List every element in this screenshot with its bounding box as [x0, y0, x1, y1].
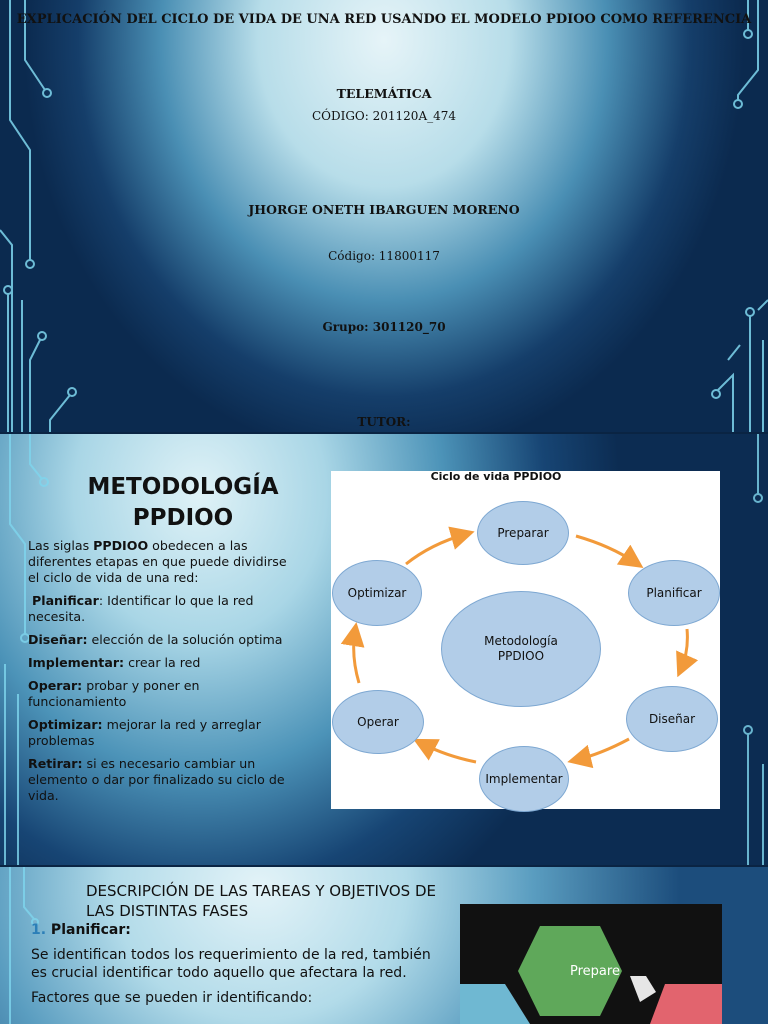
node-operar: Operar	[332, 690, 424, 754]
title-slide	[0, 0, 768, 432]
phases-heading: DESCRIPCIÓN DE LAS TAREAS Y OBJETIVOS DE LAS DISTINTAS FASES	[86, 882, 437, 920]
phase-desc: crear la red	[124, 655, 201, 670]
phase-desc: : Identificar lo que la red necesita.	[28, 593, 254, 624]
course-name: TELEMÁTICA	[336, 86, 432, 101]
methodology-slide	[0, 434, 768, 865]
phase-term: Retirar:	[28, 756, 83, 771]
section-paragraph: Se identifican todos los requerimiento de la red, también es crucial identificar todo aquello que afectara la red.	[31, 947, 431, 981]
phase-item	[28, 678, 300, 710]
methodology-heading: METODOLOGÍA PPDIOO	[87, 474, 279, 531]
phases-body	[31, 921, 431, 1014]
phase-desc: si es necesario cambiar un elemento o dar por finalizado su ciclo de vida.	[28, 756, 285, 803]
arrow-implementar-operar	[421, 743, 476, 762]
course-code: CÓDIGO: 201120A_474	[311, 109, 457, 123]
center-label-line2: PPDIOO	[497, 649, 545, 663]
arrow-optimizar-preparar	[406, 534, 466, 564]
ppdioo-cycle-diagram	[331, 471, 720, 809]
section-title	[31, 921, 431, 939]
methodology-description	[28, 538, 300, 811]
section-title-text: Planificar:	[46, 922, 131, 938]
phase-item	[28, 655, 300, 671]
prepare-label: Prepare	[570, 964, 620, 979]
intro-acronym: PPDIOO	[93, 538, 149, 553]
phase-term: Planificar	[32, 593, 99, 608]
node-planificar: Planificar	[628, 560, 720, 626]
phase-desc: mejorar la red y arreglar problemas	[28, 717, 261, 748]
section-number: 1.	[31, 922, 47, 938]
phase-term: Optimizar:	[28, 717, 103, 732]
phase-term: Diseñar:	[28, 632, 88, 647]
phase-term: Operar:	[28, 678, 83, 693]
presentation-title: EXPLICACIÓN DEL CICLO DE VIDA DE UNA RED USANDO EL MODELO PDIOO COMO REFERENCIA	[16, 12, 752, 27]
intro-text-rest: obedecen a las diferentes etapas en que puede dividirse el ciclo de vida de una red:	[28, 538, 287, 585]
phase-desc: elección de la solución optima	[87, 632, 283, 647]
phase-item	[28, 717, 300, 749]
center-label-line1: Metodología	[484, 634, 558, 648]
phase-item	[28, 593, 300, 625]
phase-term: Implementar:	[28, 655, 125, 670]
phase-item	[28, 756, 300, 804]
arrow-disenar-implementar	[576, 739, 629, 760]
node-preparar: Preparar	[477, 501, 569, 565]
phase-desc: probar y poner en funcionamiento	[28, 678, 200, 709]
intro-paragraph	[28, 538, 300, 586]
tutor-label: TUTOR:	[357, 415, 411, 429]
node-disenar: Diseñar	[626, 686, 718, 752]
arrow-planificar-disenar	[681, 629, 687, 669]
prepare-phase-image	[460, 904, 722, 1024]
phase-item	[28, 632, 300, 648]
student-code: Código: 11800117	[328, 249, 440, 263]
phases-slide	[0, 867, 768, 1024]
diagram-title: Ciclo de vida PPDIOO	[430, 470, 562, 483]
section-paragraph-2: Factores que se pueden ir identificando:	[31, 990, 313, 1006]
arrow-preparar-planificar	[576, 536, 636, 563]
node-optimizar: Optimizar	[332, 560, 422, 626]
student-name: JHORGE ONETH IBARGUEN MORENO	[248, 202, 520, 217]
node-implementar: Implementar	[479, 746, 569, 812]
node-center	[441, 591, 601, 707]
intro-text: Las siglas	[28, 538, 94, 553]
group-number: Grupo: 301120_70	[322, 320, 446, 334]
arrow-operar-optimizar	[354, 631, 359, 683]
